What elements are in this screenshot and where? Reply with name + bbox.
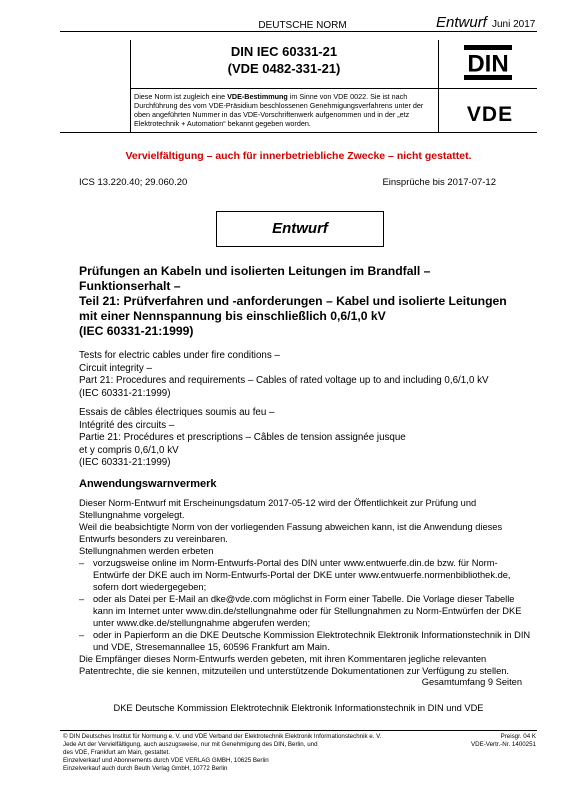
english-title-line: Circuit integrity –: [79, 362, 152, 374]
notice-bold: VDE-Bestimmung: [227, 92, 288, 101]
list-item: – oder als Datei per E-Mail an dke@vde.com möglichst in Form einer Tabelle. Die Vorlage dieser Tabelle kann im Internet unter www.din.de/stellungnahme oder für Stellungnahmen zu Norm-Entwürfen der DKE unter www.dke.de/stellungnahme abgerufen werden;: [79, 594, 522, 628]
application-warning-heading: Anwendungswarnvermerk: [79, 478, 217, 490]
french-title: [79, 407, 539, 470]
din-logo-text: DIN: [467, 50, 509, 78]
header-divider: [60, 31, 537, 32]
german-title-line: (IEC 60331-21:1999): [79, 324, 194, 338]
copyright-block: [63, 733, 433, 773]
objection-deadline: Einsprüche bis 2017-07-12: [382, 177, 496, 188]
box-divider-middle: [130, 88, 537, 89]
draft-label: Entwurf: [272, 220, 328, 237]
french-title-line: (IEC 60331-21:1999): [79, 457, 171, 468]
draft-box: [216, 211, 384, 247]
norm-type-label: DEUTSCHE NORM: [258, 20, 347, 31]
paragraph: Stellungnahmen werden erbeten: [79, 546, 214, 556]
notice-text-2: im Sinne von VDE 0022. Sie ist nach Durchführung des vom VDE-Präsidium beschlossenen Genehmigungsverfahrens unter der oben angeführten Nummer in das VDE-Vorschriftenwerk aufgenommen und in der „etz Elektrotechnik + Automation“ bekannt gegeben worden.: [134, 92, 424, 128]
notice-text-1: Diese Norm ist zugleich eine: [134, 92, 228, 101]
list-item: – oder in Papierform an die DKE Deutsche Kommission Elektrotechnik Elektronik Informationstechnik in DIN und VDE, Stresemannallee 15, 60596 Frankfurt am Main.: [79, 630, 531, 652]
english-title: [79, 350, 539, 400]
ics-codes: ICS 13.220.40; 29.060.20: [79, 177, 188, 188]
german-title: [79, 264, 529, 339]
vde-number: (VDE 0482-331-21): [227, 61, 341, 76]
paragraph: Dieser Norm-Entwurf mit Erscheinungsdatum 2017-05-12 wird der Öffentlichkeit zur Prüfung und Stellungnahme vorgelegt.: [79, 498, 477, 520]
copyright-line: Jede Art der Vervielfältigung, auch auszugsweise, nur mit Genehmigung des DIN, Berlin, und: [63, 741, 318, 748]
issue-date: Juni 2017: [492, 19, 536, 30]
german-title-line: mit einer Nennspannung bis einschließlich 0,6/1,0 kV: [79, 309, 386, 323]
french-title-line: et y compris 0,6/1,0 kV: [79, 444, 179, 456]
list-item: – vorzugsweise online im Norm-Entwurfs-Portal des DIN unter www.entwuerfe.din.de bzw. für Norm-Entwürfe der DKE auch im Norm-Entwurfs-Portal der DKE unter www.entwuerfe.normenbibliothek.de, sofern dort wiedergegeben;: [79, 558, 511, 592]
footer-divider: [60, 730, 537, 731]
english-title-line: (IEC 60331-21:1999): [79, 387, 171, 399]
list-item-text: oder als Datei per E-Mail an dke@vde.com möglichst in Form einer Tabelle. Die Vorlage dieser Tabelle kann im Internet unter www.din.de/stellungnahme oder für Stellungnahmen zu Norm-Entwürfen der DKE unter www.dke.de/stellungnahme abgerufen werden;: [93, 594, 522, 628]
copyright-line: Einzelverkauf und Abonnements durch VDE VERLAG GMBH, 10625 Berlin: [63, 757, 269, 764]
paragraph: Weil die beabsichtigte Norm von der vorliegenden Fassung abweichen kann, ist die Anwendung dieses Entwurfs besonders zu vereinbaren.: [79, 522, 503, 544]
german-title-line: Funktionserhalt –: [79, 279, 181, 293]
french-title-line: Essais de câbles électriques soumis au feu –: [79, 407, 275, 418]
paragraph: Die Empfänger dieses Norm-Entwurfs werden gebeten, mit ihren Kommentaren jegliche relevanten Patentrechte, die sie kennen, mitzuteilen und unterstützende Dokumentationen zur Verfügung zu stellen.: [79, 654, 509, 676]
english-title-line: Tests for electric cables under fire conditions –: [79, 350, 280, 361]
copyright-line: Einzelverkauf auch durch Beuth Verlag GmbH, 10772 Berlin: [63, 765, 228, 772]
application-warning-body: [79, 497, 534, 677]
box-divider-right: [438, 40, 439, 132]
copyright-line: des VDE, Frankfurt am Main, gestattet.: [63, 749, 170, 756]
list-item-text: vorzugsweise online im Norm-Entwurfs-Portal des DIN unter www.entwuerfe.din.de bzw. für Norm-Entwürfe der DKE auch im Norm-Entwurfs-Portal der DKE unter www.entwuerfe.normenbibliothek.de, sofern dort wiedergegeben;: [93, 558, 511, 592]
french-title-line: Intégrité des circuits –: [79, 419, 175, 431]
vde-notice: [134, 92, 434, 128]
reproduction-warning: Vervielfältigung – auch für innerbetriebliche Zwecke – nicht gestattet.: [125, 150, 472, 162]
list-item-text: oder in Papierform an die DKE Deutsche Kommission Elektrotechnik Elektronik Informationstechnik in DIN und VDE, Stresemannallee 15, 60596 Frankfurt am Main.: [93, 630, 531, 652]
dke-footer: DKE Deutsche Kommission Elektrotechnik Elektronik Informationstechnik in DIN und VDE: [113, 703, 484, 713]
box-divider-bottom: [60, 132, 537, 133]
total-pages: Gesamtumfang 9 Seiten: [421, 677, 522, 687]
german-title-line: Prüfungen an Kabeln und isolierten Leitungen im Brandfall –: [79, 264, 431, 278]
vde-order-number: VDE-Vertr.-Nr. 1400251: [471, 741, 536, 748]
french-title-line: Partie 21: Procédures et prescriptions – Câbles de tension assignée jusque: [79, 432, 406, 443]
vde-logo: [452, 104, 528, 124]
price-group: Preisgr. 04 K: [500, 733, 536, 740]
english-title-line: Part 21: Procedures and requirements – Cables of rated voltage up to and including 0,6/1,0 kV: [79, 375, 489, 386]
box-divider-left: [130, 40, 131, 132]
german-title-line: Teil 21: Prüfverfahren und -anforderungen – Kabel und isolierte Leitungen: [79, 294, 507, 308]
vde-logo-text: VDE: [466, 104, 514, 124]
standard-number-box: [130, 40, 438, 89]
standard-number: DIN IEC 60331-21: [230, 44, 338, 59]
din-logo: [463, 44, 513, 81]
price-info: [471, 733, 536, 749]
copyright-line: © DIN Deutsches Institut für Normung e. V. und VDE Verband der Elektrotechnik Elektronik Informationstechnik e. V.: [63, 733, 382, 740]
entwurf-header-label: Entwurf: [436, 14, 487, 31]
